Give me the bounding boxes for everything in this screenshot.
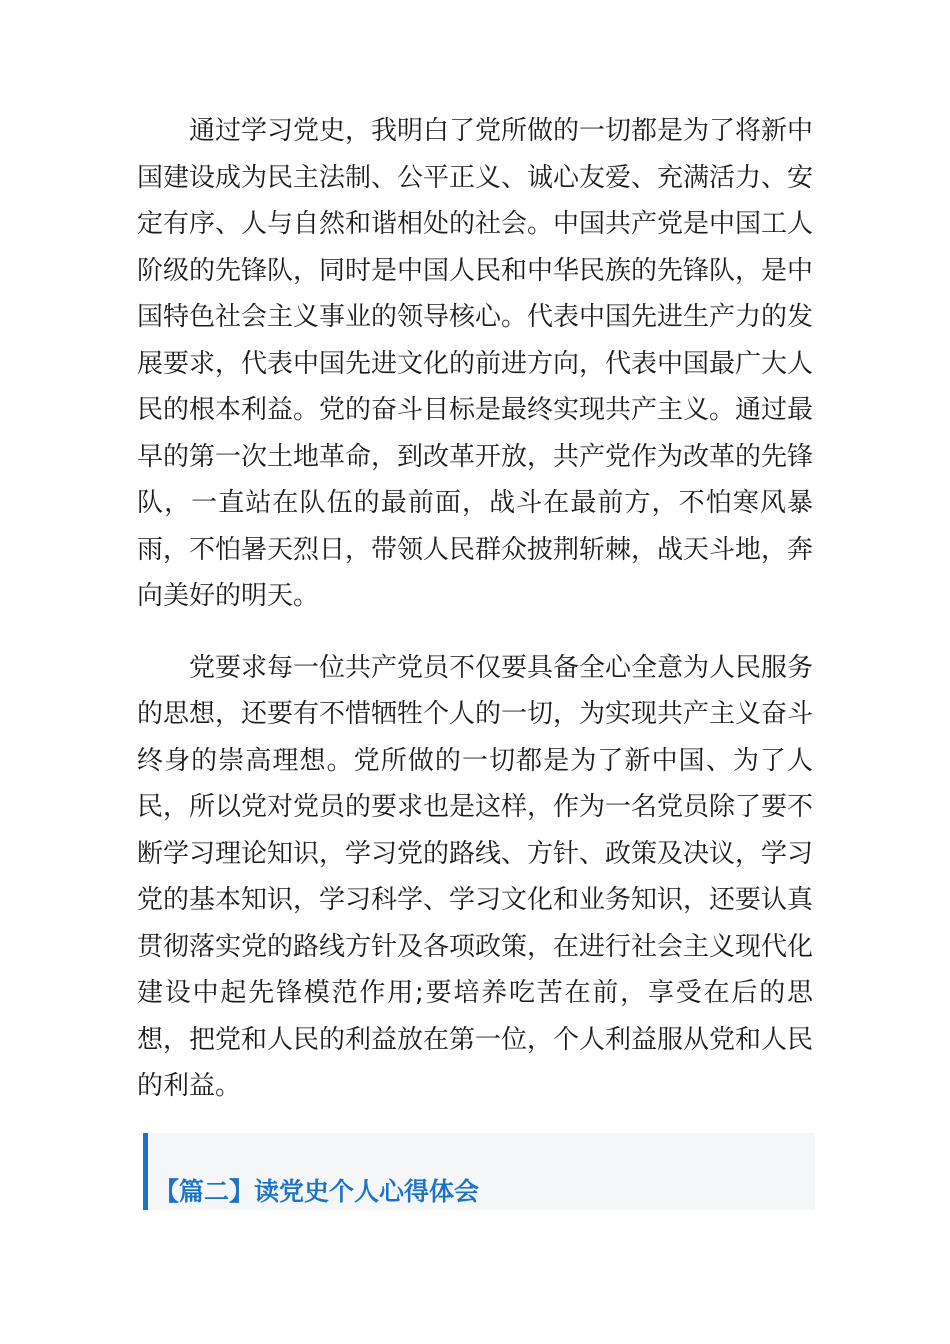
document-body [137,108,813,1110]
section-heading-title: 【篇二】读党史个人心得体会 [154,1177,480,1206]
paragraph-2: 党要求每一位共产党员不仅要具备全心全意为人民服务的思想，还要有不惜牺牲个人的一切，为实现共产主义奋斗终身的崇高理想。党所做的一切都是为了新中国、为了人民，所以党对党员的要求也是这样，作为一名党员除了要不断学习理论知识，学习党的路线、方针、政策及决议，学习党的基本知识，学习科学、学习文化和业务知识，还要认真贯彻落实党的路线方针及各项政策，在进行社会主义现代化建设中起先锋模范作用;要培养吃苦在前，享受在后的思想，把党和人民的利益放在第一位，个人利益服从党和人民的利益。 [137,652,814,1101]
paragraph-1: 通过学习党史，我明白了党所做的一切都是为了将新中国建设成为民主法制、公平正义、诚心友爱、充满活力、安定有序、人与自然和谐相处的社会。中国共产党是中国工人阶级的先锋队，同时是中国人民和中华民族的先锋队，是中国特色社会主义事业的领导核心。代表中国先进生产力的发展要求，代表中国先进文化的前进方向，代表中国最广大人民的根本利益。党的奋斗目标是最终实现共产主义。通过最早的第一次土地革命，到改革开放，共产党作为改革的先锋队，一直站在队伍的最前面，战斗在最前方，不怕寒风暴雨，不怕暑天烈日，带领人民群众披荆斩棘，战天斗地，奔向美好的明天。 [137,116,814,611]
section-heading-block [143,1133,815,1210]
